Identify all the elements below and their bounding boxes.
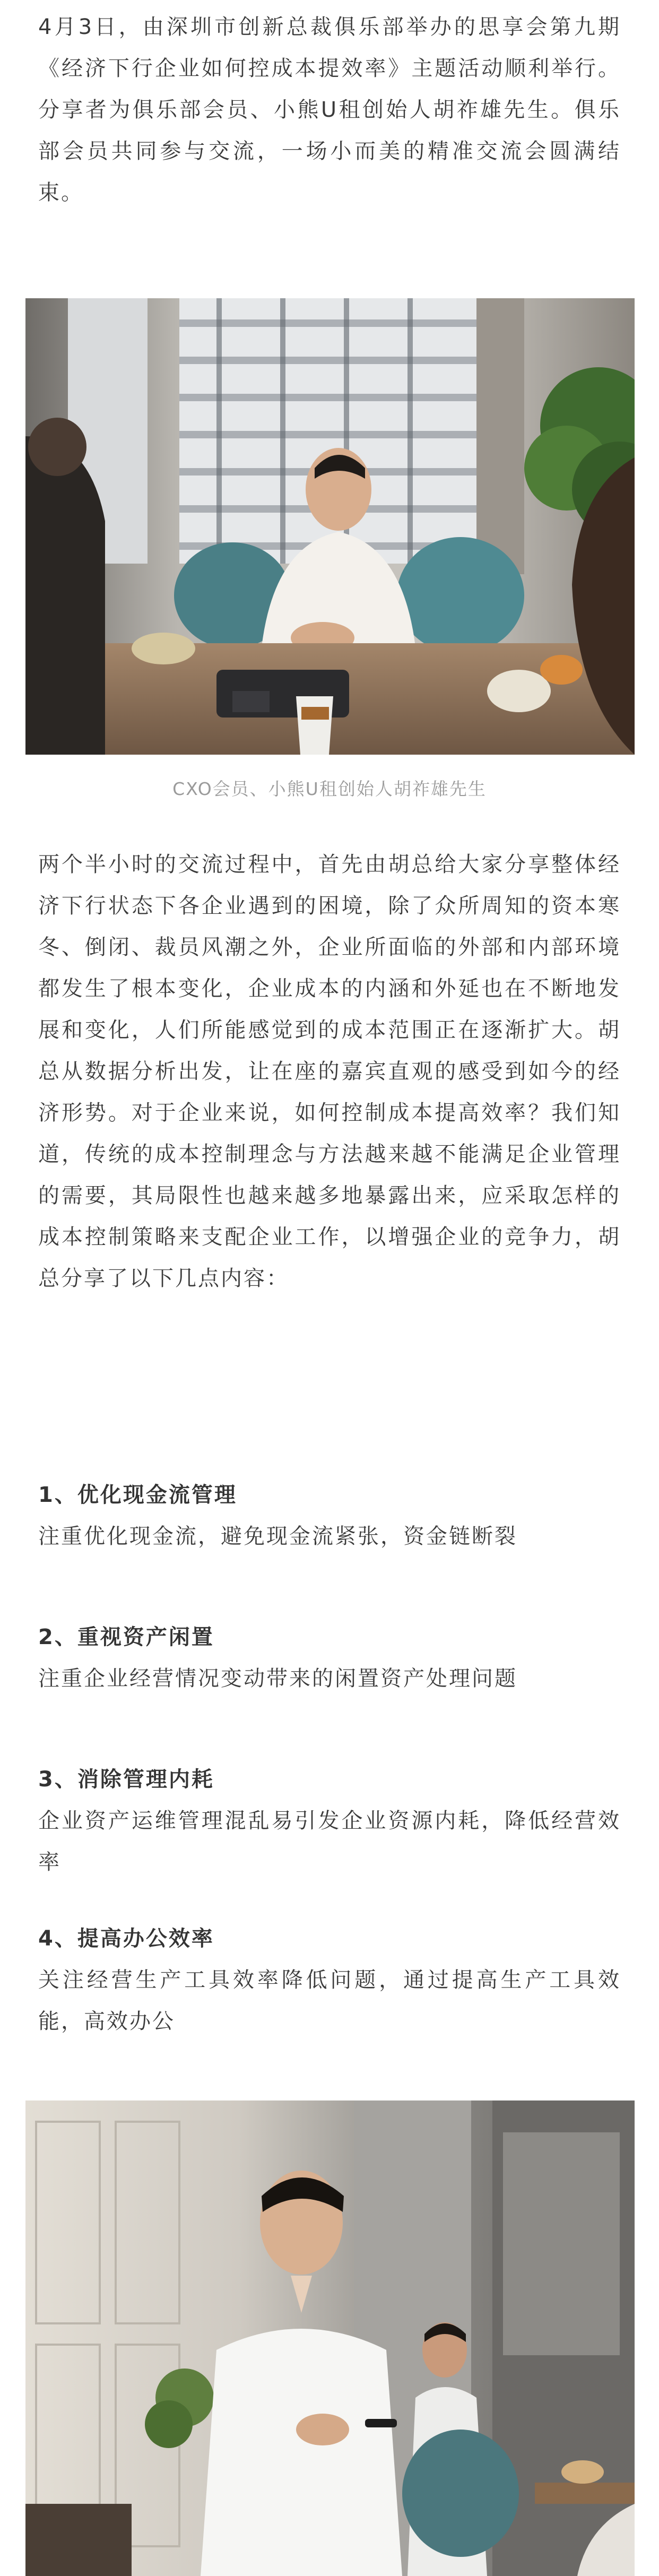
event-photo-speaker-standing	[25, 2100, 635, 2576]
point-text: 注重企业经营情况变动带来的闲置资产处理问题	[38, 1666, 517, 1691]
point-item	[38, 1759, 621, 1883]
point-text: 注重优化现金流，避免现金流紧张，资金链断裂	[38, 1524, 517, 1549]
point-item	[38, 1617, 621, 1699]
point-text: 企业资产运维管理混乱易引发企业资源内耗，降低经营效率	[38, 1809, 621, 1874]
point-title: 2、重视资产闲置	[38, 1625, 214, 1649]
point-text: 关注经营生产工具效率降低问题，通过提高生产工具效能，高效办公	[38, 1968, 621, 2034]
photo-caption: CXO会员、小熊U租创始人胡祚雄先生	[172, 779, 487, 799]
body-paragraph: 两个半小时的交流过程中，首先由胡总给大家分享整体经济下行状态下各企业遇到的困境，除了众所周知的资本寒冬、倒闭、裁员风潮之外，企业所面临的外部和内部环境都发生了根本变化，企业成本的内涵和外延也在不断地发展和变化，人们所能感觉到的成本范围正在逐渐扩大。胡总从数据分析出发，让在座的嘉宾直观的感受到如今的经济形势。对于企业来说，如何控制成本提高效率？我们知道，传统的成本控制理念与方法越来越不能满足企业管理的需要，其局限性也越来越多地暴露出来，应采取怎样的成本控制策略来支配企业工作，以增强企业的竞争力，胡总分享了以下几点内容：	[38, 852, 621, 1291]
event-photo-speaker-seated-illustration	[25, 298, 635, 755]
point-item	[38, 1918, 621, 2042]
point-title: 1、优化现金流管理	[38, 1483, 237, 1507]
point-item	[38, 1474, 621, 1557]
point-title: 4、提高办公效率	[38, 1926, 214, 1951]
event-photo-speaker-standing-illustration	[25, 2100, 635, 2576]
point-title: 3、消除管理内耗	[38, 1767, 214, 1792]
intro-paragraph: 4月3日，由深圳市创新总裁俱乐部举办的思享会第九期《经济下行企业如何控成本提效率》主题活动顺利举行。分享者为俱乐部会员、小熊U租创始人胡祚雄先生。俱乐部会员共同参与交流，一场小而美的精准交流会圆满结束。	[38, 15, 621, 205]
event-photo-speaker-seated	[25, 298, 635, 755]
